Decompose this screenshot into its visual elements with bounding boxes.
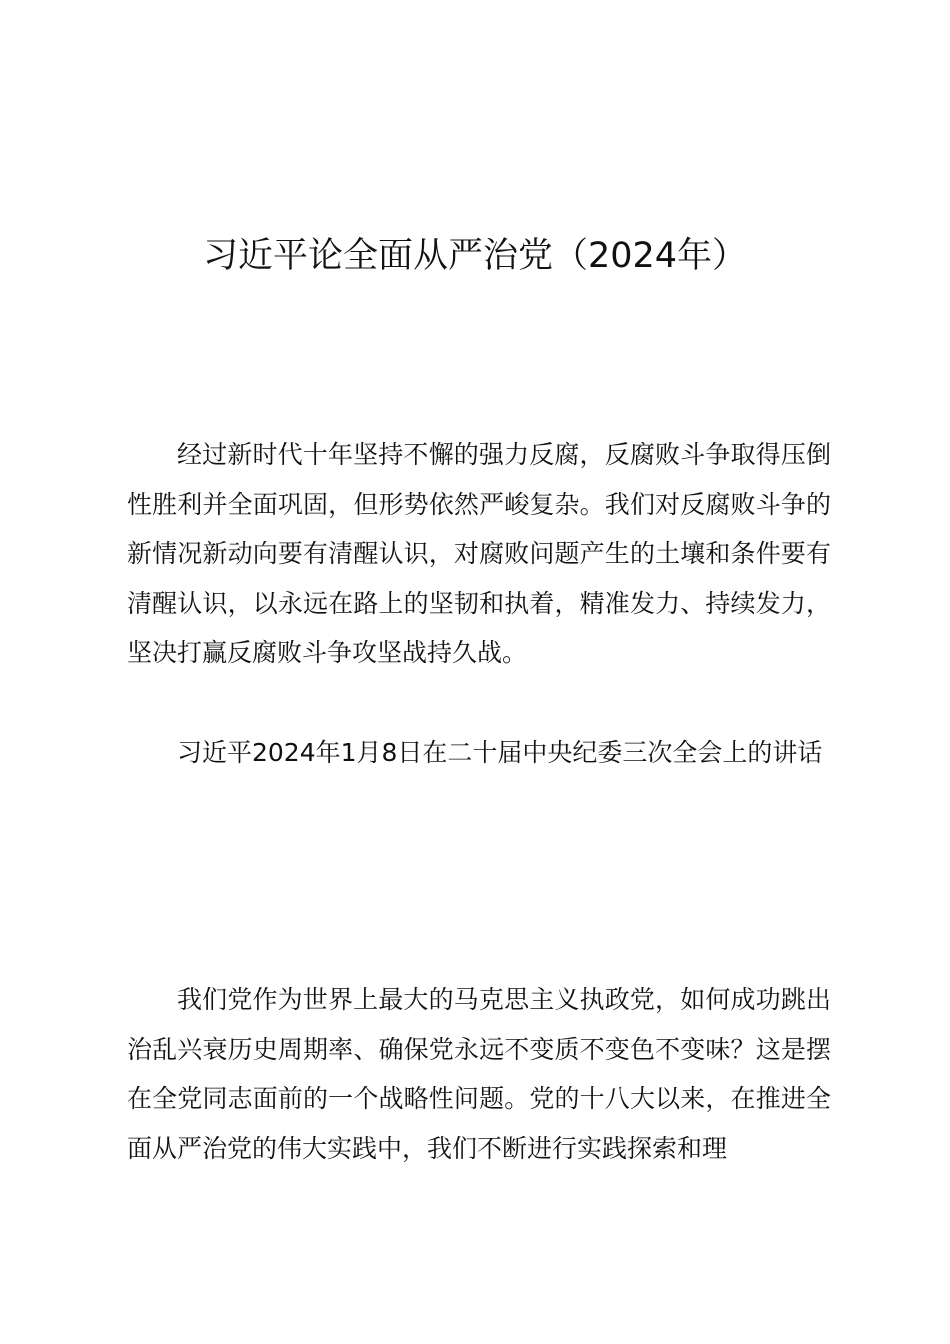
body-paragraph-2: 我们党作为世界上最大的马克思主义执政党，如何成功跳出治乱兴衰历史周期率、确保党永远不变质不变色不变味？这是摆在全党同志面前的一个战略性问题。党的十八大以来，在推进全面从严治党的伟大实践中，我们不断进行实践探索和理: [127, 985, 831, 1163]
speech-source-note: 习近平2024年1月8日在二十届中央纪委三次全会上的讲话: [177, 738, 823, 767]
body-paragraph-1: 经过新时代十年坚持不懈的强力反腐，反腐败斗争取得压倒性胜利并全面巩固，但形势依然严峻复杂。我们对反腐败斗争的新情况新动向要有清醒认识，对腐败问题产生的土壤和条件要有清醒认识，以永远在路上的坚韧和执着，精准发力、持续发力，坚决打赢反腐败斗争攻坚战持久战。: [127, 440, 831, 667]
document-title: 习近平论全面从严治党（2024年）: [202, 236, 748, 276]
